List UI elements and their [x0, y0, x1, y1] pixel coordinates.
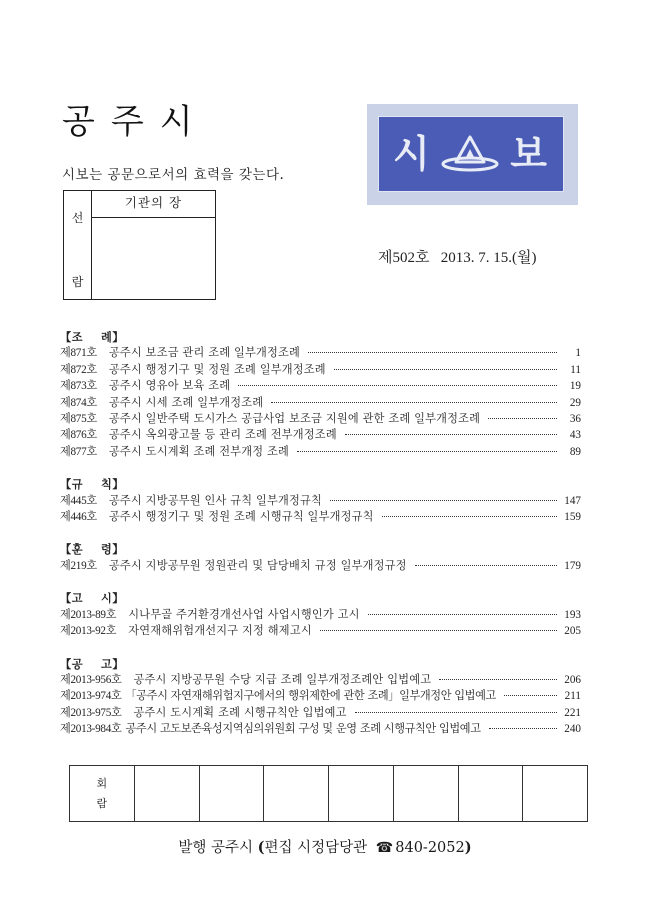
item-number: 제445호 [60, 494, 97, 507]
circulation-label-top: 회 [96, 776, 108, 790]
toc-item[interactable] [60, 672, 581, 688]
item-title: 공주시 지방공무원 정원관리 및 담당배치 규정 일부개정규정 [108, 558, 407, 572]
dot-leader [308, 352, 557, 353]
item-title: 공주시 영유아 보육 조례 [108, 379, 231, 393]
item-page: 19 [569, 380, 581, 393]
item-page: 159 [564, 511, 581, 524]
dot-leader [345, 434, 557, 435]
dot-leader [488, 418, 557, 419]
dot-leader [489, 728, 557, 729]
toc-section-notices [60, 591, 581, 639]
item-number: 제446호 [60, 511, 97, 524]
item-number: 제2013-974호 [60, 690, 122, 703]
item-page: 205 [564, 625, 581, 638]
item-page: 1 [575, 347, 581, 360]
approval-side-label-bottom: 람 [71, 275, 84, 289]
item-number: 제2013-956호 [60, 673, 122, 686]
item-title: 시나무골 주거환경개선사업 사업시행인가 고시 [128, 607, 360, 621]
circulation-signature-cell [263, 766, 328, 821]
toc-item[interactable] [60, 623, 581, 639]
toc-item[interactable] [60, 411, 581, 427]
item-page: 36 [569, 413, 581, 426]
toc-section-directives [60, 542, 581, 574]
item-title: 「공주시 자연재해위험지구에서의 행위제한에 관한 조례」일부개정안 입법예고 [125, 689, 496, 703]
section-heading: 【조 례】 [60, 330, 125, 344]
toc-item[interactable] [60, 444, 581, 460]
item-number: 제2013-92호 [60, 625, 117, 638]
item-number: 제875호 [60, 413, 97, 426]
toc-section-ordinances [60, 330, 581, 460]
phone-number: 840-2052 [395, 840, 465, 856]
toc-item[interactable] [60, 509, 581, 525]
logo-char-right: 보 [510, 132, 547, 176]
approval-side-label-top: 선 [71, 211, 84, 225]
gazette-logo [367, 104, 578, 205]
circulation-table [69, 765, 588, 822]
item-page: 147 [564, 494, 581, 507]
dot-leader [439, 679, 557, 680]
circulation-signature-cell [458, 766, 523, 821]
issue-date: 2013. 7. 15.(월) [440, 250, 537, 266]
toc-item[interactable] [60, 395, 581, 411]
item-number: 제873호 [60, 380, 97, 393]
dot-leader [368, 614, 557, 615]
item-number: 제2013-975호 [60, 706, 122, 719]
circulation-signature-cell [199, 766, 264, 821]
dot-leader [382, 516, 557, 517]
circulation-signature-cell [134, 766, 199, 821]
issue-info [378, 246, 536, 267]
dot-leader [271, 402, 557, 403]
toc-item[interactable] [60, 607, 581, 623]
dot-leader [320, 630, 557, 631]
item-title: 자연재해위험개선지구 지정 해제고시 [128, 624, 312, 638]
toc-item[interactable] [60, 427, 581, 443]
item-title: 공주시 시세 조례 일부개정조례 [108, 395, 264, 409]
dot-leader [334, 369, 557, 370]
item-number: 제219호 [60, 559, 97, 572]
dot-leader [504, 695, 557, 696]
publisher: 발행 공주시 [178, 840, 254, 856]
telephone-icon: ☎ [375, 840, 394, 856]
item-page: 221 [564, 706, 581, 719]
item-title: 공주시 보조금 관리 조례 일부개정조례 [108, 346, 301, 360]
city-title: 공주시 [62, 102, 209, 142]
approval-box [63, 190, 216, 300]
dot-leader [297, 451, 557, 452]
approval-side-column [64, 191, 92, 299]
item-page: 11 [570, 363, 581, 376]
gazette-emblem-icon [440, 134, 500, 174]
item-number: 제2013-984호 [60, 723, 122, 736]
logo-char-left: 시 [393, 132, 430, 176]
item-number: 제877호 [60, 445, 97, 458]
toc-item[interactable] [60, 378, 581, 394]
circulation-signature-cell [393, 766, 458, 821]
item-page: 89 [569, 445, 581, 458]
item-title: 공주시 고도보존육성지역심의위원회 구성 및 운영 조례 시행규칙안 입법예고 [125, 722, 481, 736]
circulation-signature-cell [328, 766, 393, 821]
toc-item[interactable] [60, 705, 581, 721]
section-heading: 【규 칙】 [60, 477, 125, 492]
item-title: 공주시 행정기구 및 정원 조례 일부개정조례 [108, 362, 326, 376]
circulation-label-bottom: 람 [96, 796, 108, 810]
circulation-signature-cell [522, 766, 587, 821]
item-page: 29 [569, 396, 581, 409]
item-page: 206 [564, 673, 581, 686]
item-number: 제876호 [60, 429, 97, 442]
toc-item[interactable] [60, 493, 581, 509]
item-page: 193 [564, 608, 581, 621]
item-title: 공주시 지방공무원 수당 지급 조례 일부개정조례안 입법예고 [133, 672, 432, 686]
toc-item[interactable] [60, 558, 581, 574]
item-number: 제872호 [60, 363, 97, 376]
item-page: 43 [569, 429, 581, 442]
circulation-label-cell [70, 766, 134, 821]
toc-item[interactable] [60, 345, 581, 361]
section-heading: 【훈 령】 [60, 542, 125, 557]
gazette-logo-panel [378, 116, 564, 192]
dot-leader [355, 712, 557, 713]
editor: 편집 시정담당관 [264, 840, 368, 856]
item-number: 제2013-89호 [60, 608, 117, 621]
item-title: 공주시 일반주택 도시가스 공급사업 보조금 지원에 관한 조례 일부개정조례 [108, 412, 481, 426]
toc-section-announcements [60, 657, 581, 738]
toc-item[interactable] [60, 362, 581, 378]
section-heading: 【공 고】 [60, 656, 125, 671]
toc-item[interactable] [60, 688, 581, 704]
toc-section-rules [60, 477, 581, 525]
item-title: 공주시 옥외광고물 등 관리 조례 전부개정조례 [108, 428, 337, 442]
publisher-footer: 발행 공주시 (편집 시정담당관 ☎ 840-2052) [178, 839, 472, 856]
dot-leader [238, 385, 557, 386]
approval-header: 기관의 장 [92, 191, 215, 218]
dot-leader [330, 500, 557, 501]
issue-number: 제502호 [378, 250, 430, 266]
table-of-contents [60, 330, 581, 755]
item-number: 제871호 [60, 347, 97, 360]
item-title: 공주시 지방공무원 인사 규칙 일부개정규칙 [108, 493, 323, 507]
item-number: 제874호 [60, 396, 97, 409]
item-title: 공주시 도시계획 조례 시행규칙안 입법예고 [133, 705, 347, 719]
item-title: 공주시 도시계획 조례 전부개정 조례 [108, 444, 290, 458]
section-heading: 【고 시】 [60, 591, 125, 606]
item-title: 공주시 행정기구 및 정원 조례 시행규칙 일부개정규칙 [108, 510, 374, 524]
dot-leader [415, 565, 557, 566]
toc-item[interactable] [60, 721, 581, 737]
item-page: 211 [564, 690, 581, 703]
legal-effect-statement: 시보는 공문으로서의 효력을 갖는다. [62, 167, 285, 183]
item-page: 240 [564, 723, 581, 736]
item-page: 179 [564, 559, 581, 572]
